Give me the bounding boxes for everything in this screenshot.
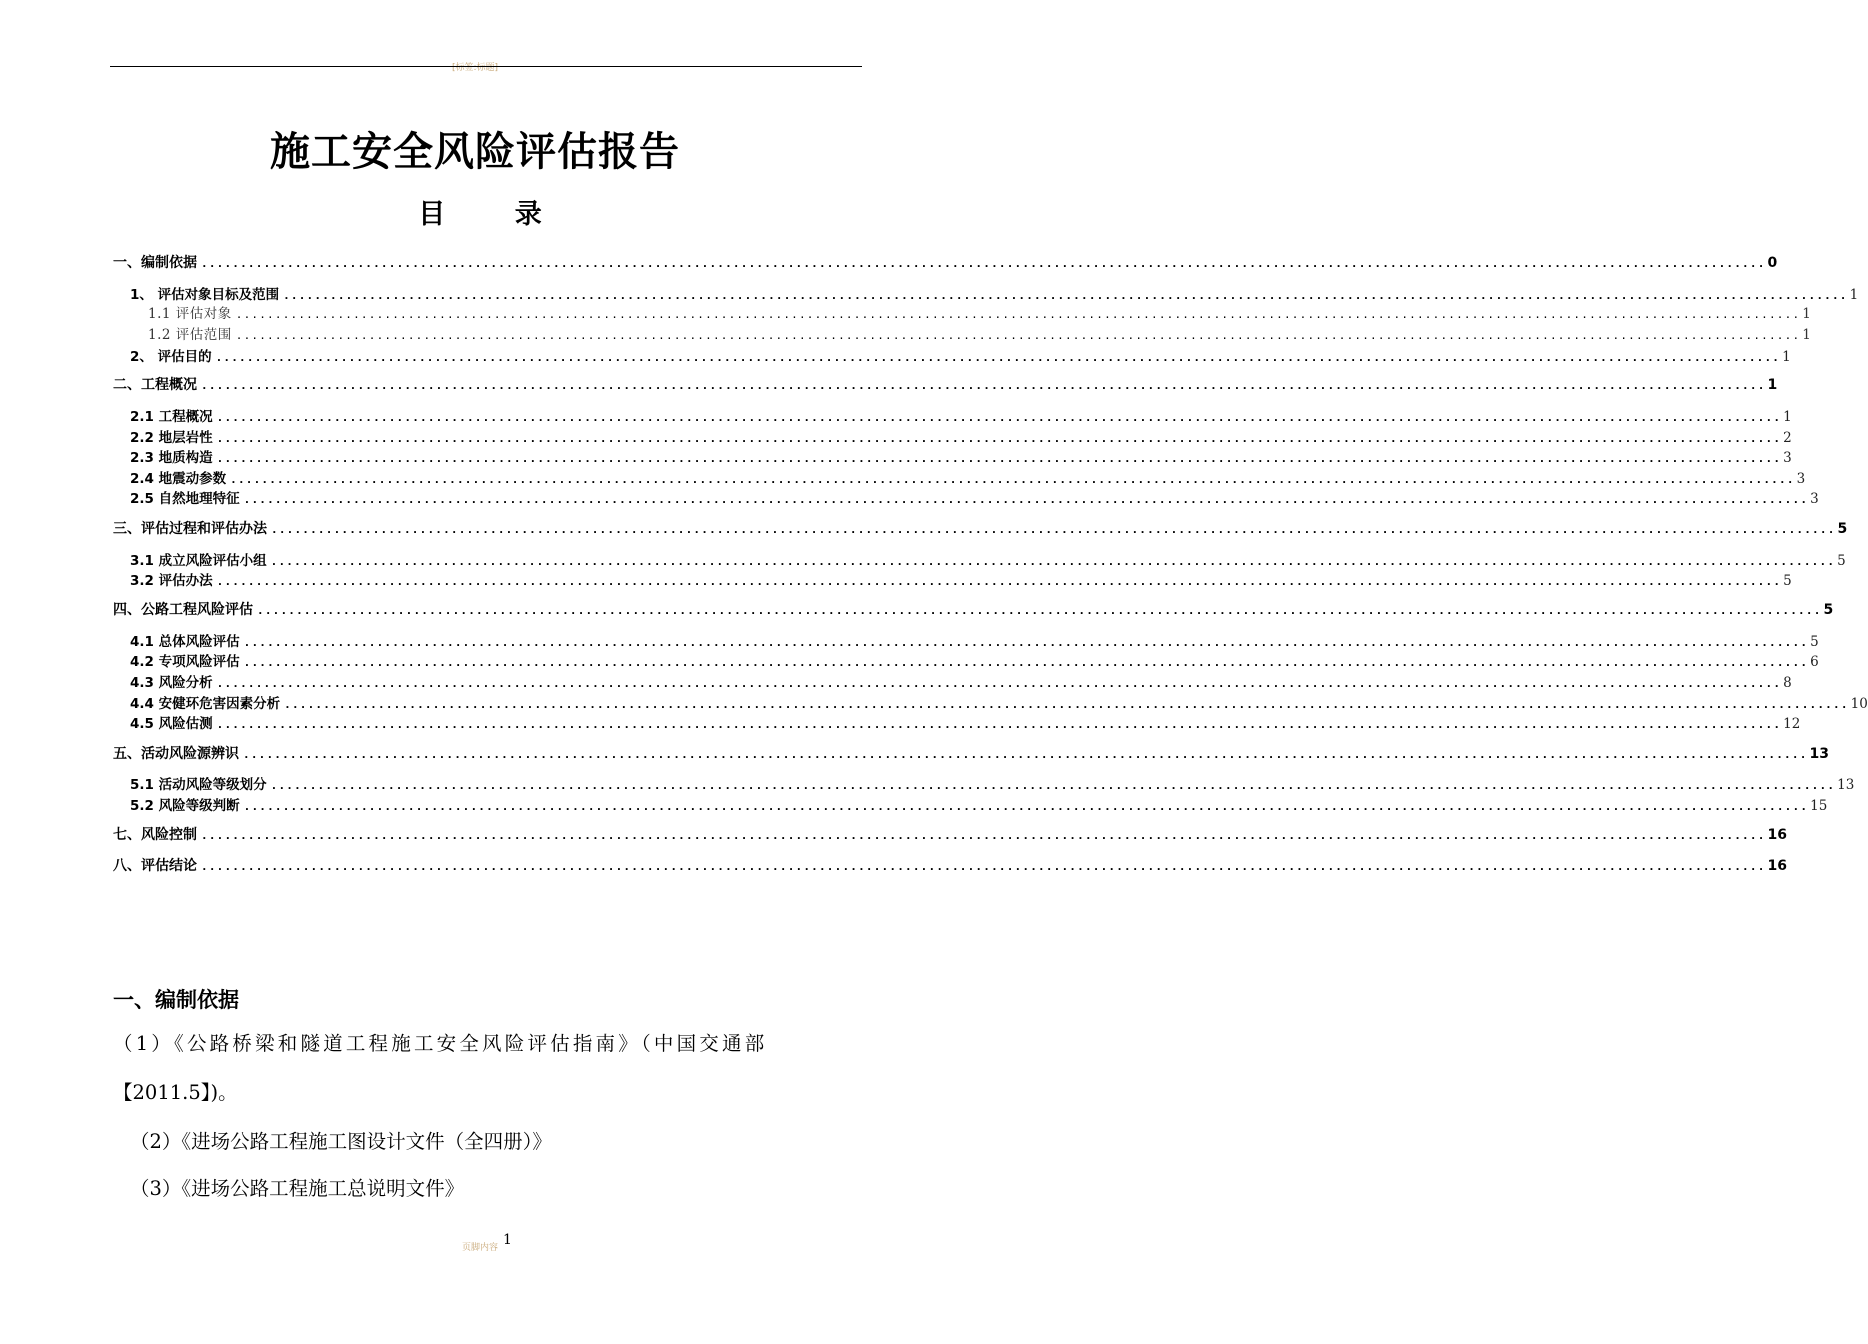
toc-entry-title: 四、公路工程风险评估 [113, 602, 253, 618]
reference-item: （2）《进场公路工程施工图设计文件（全四册）》 [130, 1130, 552, 1153]
toc-entry[interactable] [130, 671, 1792, 691]
toc-leader-dots: ........................................................................................................................................................................................................ [216, 452, 1782, 465]
toc-entry-title: 二、工程概况 [113, 377, 197, 393]
toc-leader-dots: ........................................................................................................................................................................................................ [216, 575, 1782, 588]
toc-entry-page: 16 [1767, 858, 1787, 874]
toc-leader-dots: ........................................................................................................................................................................................................ [201, 829, 1766, 842]
toc-entry[interactable] [113, 252, 1778, 272]
toc-leader-dots: ........................................................................................................................................................................................................ [201, 860, 1766, 873]
toc-entry-page: 3 [1783, 450, 1792, 466]
toc-leader-dots: ........................................................................................................................................................................................................ [243, 800, 1809, 813]
toc-entry[interactable] [130, 650, 1819, 670]
toc-leader-dots: ........................................................................................................................................................................................................ [271, 523, 1836, 536]
toc-entry-page: 5 [1837, 521, 1848, 537]
toc-entry-page: 16 [1767, 827, 1787, 843]
toc-entry-title: 4.1 总体风险评估 [130, 634, 240, 650]
toc-entry-page: 3 [1810, 491, 1819, 507]
toc-leader-dots: ........................................................................................................................................................................................................ [216, 432, 1782, 445]
toc-leader-dots: ........................................................................................................................................................................................................ [230, 473, 1795, 486]
toc-entry-title: 1.2 评估范围 [148, 327, 232, 343]
toc-leader-dots: ........................................................................................................................................................................................................ [201, 257, 1766, 270]
toc-entry-page: 5 [1810, 634, 1819, 650]
toc-leader-dots: ........................................................................................................................................................................................................ [235, 329, 1801, 342]
toc-heading: 目 录 [418, 199, 572, 230]
reference-item: （3）《进场公路工程施工总说明文件》 [130, 1177, 465, 1200]
toc-entry[interactable] [130, 712, 1801, 732]
toc-entry[interactable] [130, 569, 1792, 589]
toc-entry-page: 5 [1823, 602, 1834, 618]
toc-entry-title: 4.4 安健环危害因素分析 [130, 696, 281, 712]
toc-entry-page: 15 [1810, 798, 1828, 814]
toc-entry[interactable] [113, 855, 1787, 875]
toc-leader-dots: ........................................................................................................................................................................................................ [243, 656, 1809, 669]
toc-entry-page: 1 [1849, 287, 1859, 303]
toc-entry-page: 10 [1850, 696, 1868, 712]
toc-entry-title: 2、 评估目的 [130, 349, 212, 365]
toc-leader-dots: ........................................................................................................................................................................................................ [270, 779, 1836, 792]
toc-entry-page: 8 [1783, 675, 1792, 691]
toc-leader-dots: ........................................................................................................................................................................................................ [243, 636, 1809, 649]
toc-entry-page: 1 [1783, 409, 1792, 425]
toc-entry-title: 八、评估结论 [113, 858, 197, 874]
toc-entry-title: 5.2 风险等级判断 [130, 798, 240, 814]
document-title: 施工安全风险评估报告 [270, 128, 680, 175]
toc-entry-page: 6 [1810, 654, 1819, 670]
toc-leader-dots: ........................................................................................................................................................................................................ [283, 289, 1848, 302]
toc-entry-title: 4.3 风险分析 [130, 675, 213, 691]
toc-entry[interactable] [113, 599, 1834, 619]
footer-label: 页脚内容 [462, 1243, 499, 1253]
toc-leader-dots: ........................................................................................................................................................................................................ [270, 555, 1836, 568]
toc-entry[interactable] [130, 345, 1791, 365]
toc-entry[interactable] [148, 323, 1811, 343]
toc-entry[interactable] [130, 446, 1792, 466]
toc-leader-dots: ........................................................................................................................................................................................................ [243, 748, 1808, 761]
toc-entry-title: 一、编制依据 [113, 255, 197, 271]
toc-entry[interactable] [113, 743, 1829, 763]
toc-entry-page: 2 [1783, 430, 1792, 446]
toc-entry[interactable] [130, 794, 1828, 814]
toc-entry-title: 1、 评估对象目标及范围 [130, 287, 280, 303]
toc-leader-dots: ........................................................................................................................................................................................................ [201, 379, 1766, 392]
toc-entry-title: 2.2 地层岩性 [130, 430, 213, 446]
toc-entry[interactable] [130, 426, 1792, 446]
toc-entry[interactable] [113, 824, 1787, 844]
toc-entry-title: 2.3 地质构造 [130, 450, 213, 466]
toc-leader-dots: ........................................................................................................................................................................................................ [243, 493, 1809, 506]
toc-entry[interactable] [130, 283, 1859, 303]
toc-entry-title: 2.5 自然地理特征 [130, 491, 240, 507]
toc-entry-title: 1.1 评估对象 [148, 306, 232, 322]
toc-entry[interactable] [130, 487, 1819, 507]
reference-item: 【2011.5】)。 [113, 1081, 238, 1104]
page-number: 1 [503, 1232, 512, 1248]
toc-entry[interactable] [130, 467, 1806, 487]
toc-entry[interactable] [113, 518, 1848, 538]
toc-entry-page: 0 [1767, 255, 1778, 271]
toc-entry-page: 1 [1767, 377, 1778, 393]
toc-leader-dots: ........................................................................................................................................................................................................ [284, 698, 1849, 711]
toc-entry[interactable] [130, 549, 1846, 569]
toc-entry-title: 五、活动风险源辨识 [113, 746, 239, 762]
toc-entry-page: 3 [1796, 471, 1806, 487]
toc-entry-title: 5.1 活动风险等级划分 [130, 777, 267, 793]
section-heading: 一、编制依据 [113, 988, 239, 1012]
toc-entry-title: 七、风险控制 [113, 827, 197, 843]
toc-leader-dots: ........................................................................................................................................................................................................ [216, 718, 1782, 731]
toc-entry-page: 1 [1802, 327, 1811, 343]
toc-entry-page: 1 [1802, 306, 1811, 322]
toc-entry-title: 4.2 专项风险评估 [130, 654, 240, 670]
toc-leader-dots: ........................................................................................................................................................................................................ [235, 308, 1801, 321]
toc-entry-title: 4.5 风险估测 [130, 716, 213, 732]
toc-leader-dots: ........................................................................................................................................................................................................ [216, 677, 1782, 690]
toc-leader-dots: ........................................................................................................................................................................................................ [257, 604, 1822, 617]
toc-entry[interactable] [130, 692, 1868, 712]
toc-entry[interactable] [130, 773, 1855, 793]
toc-entry-page: 1 [1782, 349, 1791, 365]
toc-entry[interactable] [130, 630, 1819, 650]
header-label: [标签:标题] [451, 63, 499, 73]
toc-entry-title: 2.4 地震动参数 [130, 471, 227, 487]
toc-entry[interactable] [148, 302, 1811, 322]
toc-entry[interactable] [130, 405, 1792, 425]
toc-entry-page: 13 [1837, 777, 1855, 793]
reference-item: （1）《公路桥梁和隧道工程施工安全风险评估指南》（中国交通部 [113, 1032, 768, 1055]
header-rule [110, 66, 862, 67]
toc-entry-page: 12 [1783, 716, 1801, 732]
toc-entry-page: 13 [1809, 746, 1829, 762]
toc-entry-title: 3.2 评估办法 [130, 573, 213, 589]
toc-leader-dots: ........................................................................................................................................................................................................ [216, 411, 1782, 424]
toc-entry-title: 三、评估过程和评估办法 [113, 521, 267, 537]
toc-entry-page: 5 [1837, 553, 1846, 569]
toc-entry[interactable] [113, 374, 1778, 394]
toc-entry-title: 3.1 成立风险评估小组 [130, 553, 267, 569]
toc-entry-title: 2.1 工程概况 [130, 409, 213, 425]
toc-leader-dots: ........................................................................................................................................................................................................ [215, 351, 1781, 364]
toc-entry-page: 5 [1783, 573, 1792, 589]
